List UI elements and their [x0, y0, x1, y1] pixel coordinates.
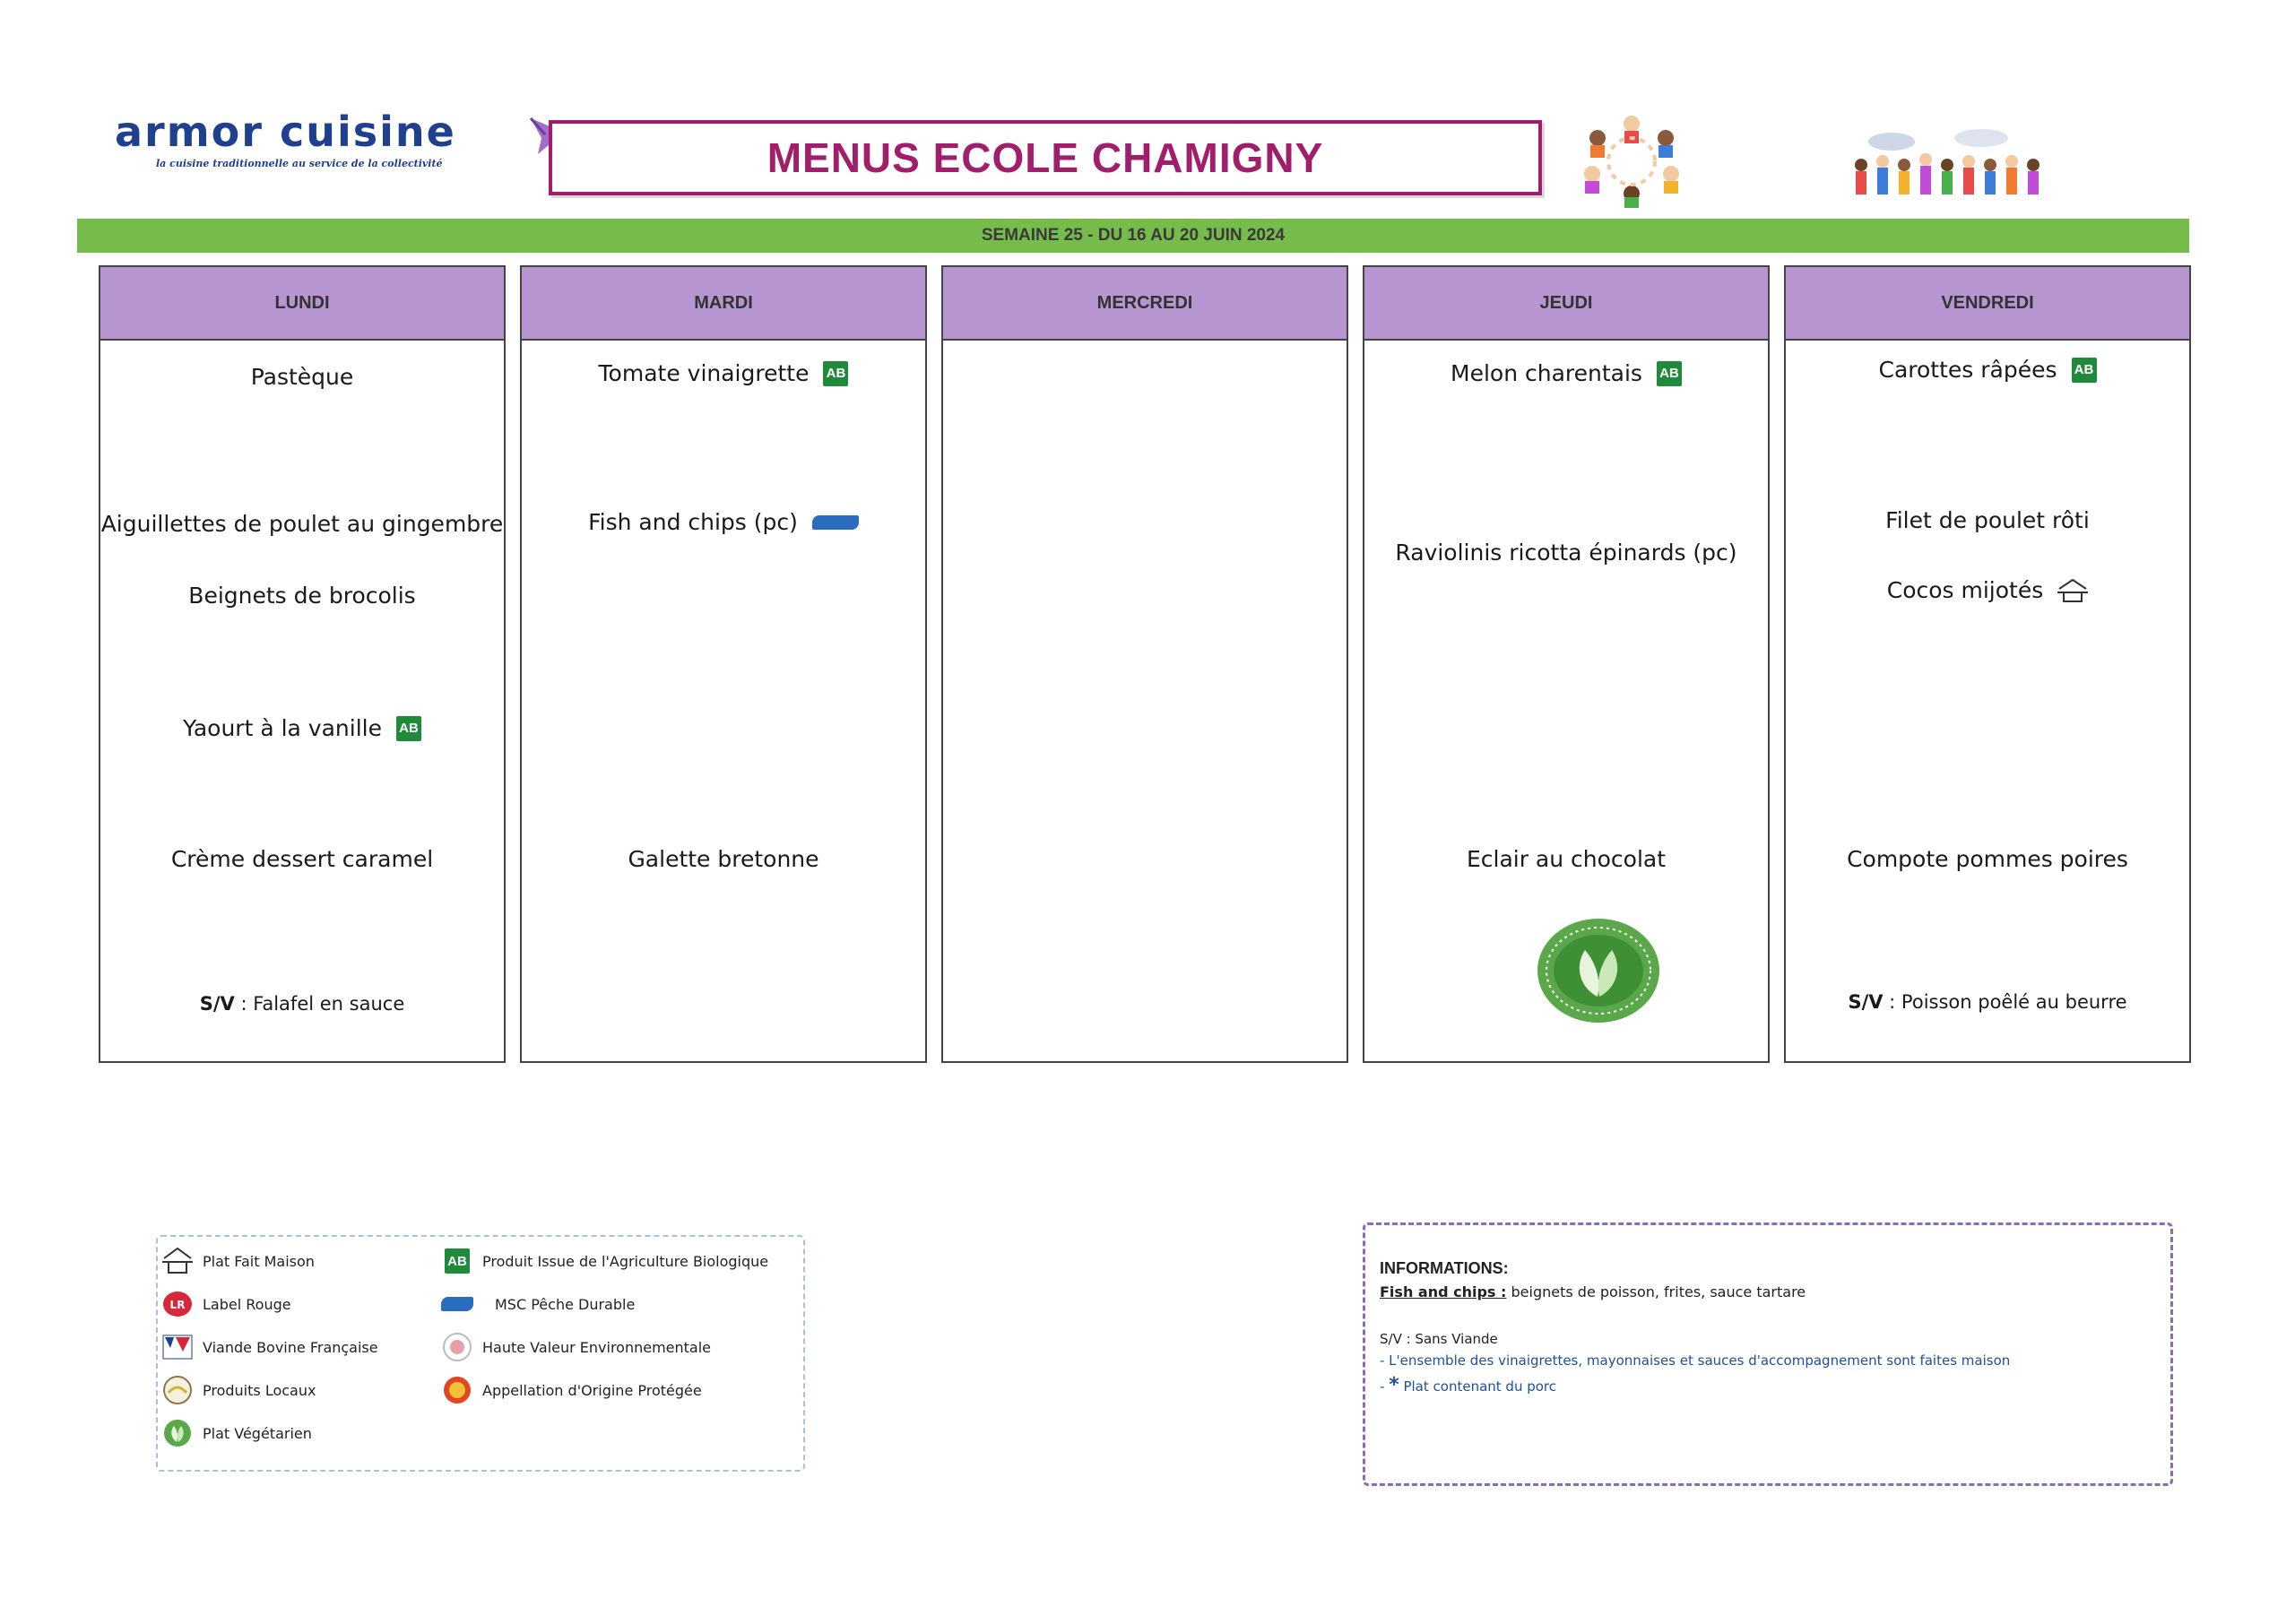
house-icon	[161, 1246, 194, 1276]
day-column-vendredi	[1784, 265, 2191, 1063]
legend-item: AB Produit Issue de l'Agriculture Biologique	[441, 1246, 768, 1276]
aop-icon	[441, 1375, 473, 1405]
day-column-mardi	[520, 265, 927, 1063]
menu-item-dessert: Crème dessert caramel	[170, 846, 434, 872]
info-note-homemade: - L'ensemble des vinaigrettes, mayonnaises et sauces d'accompagnement sont faites maison	[1380, 1352, 2011, 1369]
day-header: LUNDI	[100, 267, 504, 341]
label-rouge-icon	[161, 1289, 194, 1319]
legend-item: Plat Fait Maison	[161, 1246, 315, 1276]
house-icon	[2057, 578, 2088, 603]
kids-row-illustration-icon	[1847, 122, 2049, 203]
hve-icon	[441, 1332, 473, 1362]
day-column-lundi	[99, 265, 506, 1063]
menu-item-main: Filet de poulet rôti	[1885, 507, 2090, 533]
day-header: VENDREDI	[1786, 267, 2189, 341]
legend-item: Viande Bovine Française	[161, 1332, 378, 1362]
msc-icon	[441, 1289, 473, 1319]
legend-box	[156, 1235, 805, 1472]
menu-item-main: Aiguillettes de poulet au gingembre	[100, 511, 504, 537]
day-header: JEUDI	[1364, 267, 1768, 341]
menu-item-side: Cocos mijotés	[1786, 577, 2189, 603]
brand-logo	[115, 108, 473, 169]
svg-text:LR: LR	[169, 1299, 186, 1311]
page-title: MENUS ECOLE CHAMIGNY	[766, 134, 1324, 181]
kids-circle-illustration-icon	[1576, 111, 1687, 210]
legend-item: Produits Locaux	[161, 1375, 316, 1405]
information-box	[1363, 1222, 2173, 1486]
menu-item-starter: Carottes râpées AB	[1786, 357, 2189, 383]
menu-item-vegetarian-option: S/V : Poisson poêlé au beurre	[1848, 991, 2127, 1013]
menu-item-main: Fish and chips (pc)	[522, 509, 925, 535]
star-icon: *	[1389, 1374, 1399, 1396]
local-products-icon	[161, 1375, 194, 1405]
menu-item-dessert: Galette bretonne	[628, 846, 819, 872]
vbf-icon	[161, 1332, 194, 1362]
menu-item-vegetarian-option: S/V : Falafel en sauce	[199, 993, 405, 1015]
info-note-pork: - * Plat contenant du porc	[1380, 1374, 1557, 1396]
menu-item-starter: Pastèque	[250, 364, 354, 390]
day-header: MERCREDI	[943, 267, 1347, 341]
menu-item-starter: Melon charentais AB	[1364, 360, 1768, 386]
legend-item: Plat Végétarien	[161, 1418, 312, 1448]
info-fish-definition: Fish and chips : beignets de poisson, frites, sauce tartare	[1380, 1283, 1806, 1300]
organic-ab-icon: AB	[823, 361, 848, 386]
menu-item-side: Beignets de brocolis	[188, 583, 416, 609]
msc-icon	[812, 515, 859, 530]
legend-item: MSC Pêche Durable	[441, 1289, 635, 1319]
menu-item-dessert: Compote pommes poires	[1847, 846, 2128, 872]
menu-item-main: Raviolinis ricotta épinards (pc)	[1395, 540, 1737, 566]
week-banner	[77, 219, 2189, 253]
vegetarian-icon	[1535, 916, 1662, 1025]
legend-item: Appellation d'Origine Protégée	[441, 1375, 702, 1405]
brand-name: armor cuisine	[115, 108, 456, 156]
organic-ab-icon: AB	[1657, 361, 1682, 386]
day-header: MARDI	[522, 267, 925, 341]
ab-icon: AB	[441, 1246, 473, 1276]
legend-item: LR Label Rouge	[161, 1289, 291, 1319]
info-sv-definition: S/V : Sans Viande	[1380, 1331, 1498, 1347]
info-title: INFORMATIONS:	[1380, 1259, 1509, 1277]
vegetarian-icon	[161, 1418, 194, 1448]
organic-ab-icon: AB	[396, 716, 421, 741]
menu-item-dessert: Eclair au chocolat	[1466, 846, 1667, 872]
menu-item-dairy: Yaourt à la vanille AB	[100, 715, 504, 741]
brand-tagline: la cuisine traditionnelle au service de la collectivité	[156, 158, 443, 169]
week-label: SEMAINE 25 - DU 16 AU 20 JUIN 2024	[981, 226, 1286, 245]
organic-ab-icon: AB	[2072, 358, 2097, 383]
day-column-mercredi	[941, 265, 1348, 1063]
legend-item: Haute Valeur Environnementale	[441, 1332, 711, 1362]
page-title-box	[549, 120, 1542, 195]
menu-item-starter: Tomate vinaigrette AB	[522, 360, 925, 386]
